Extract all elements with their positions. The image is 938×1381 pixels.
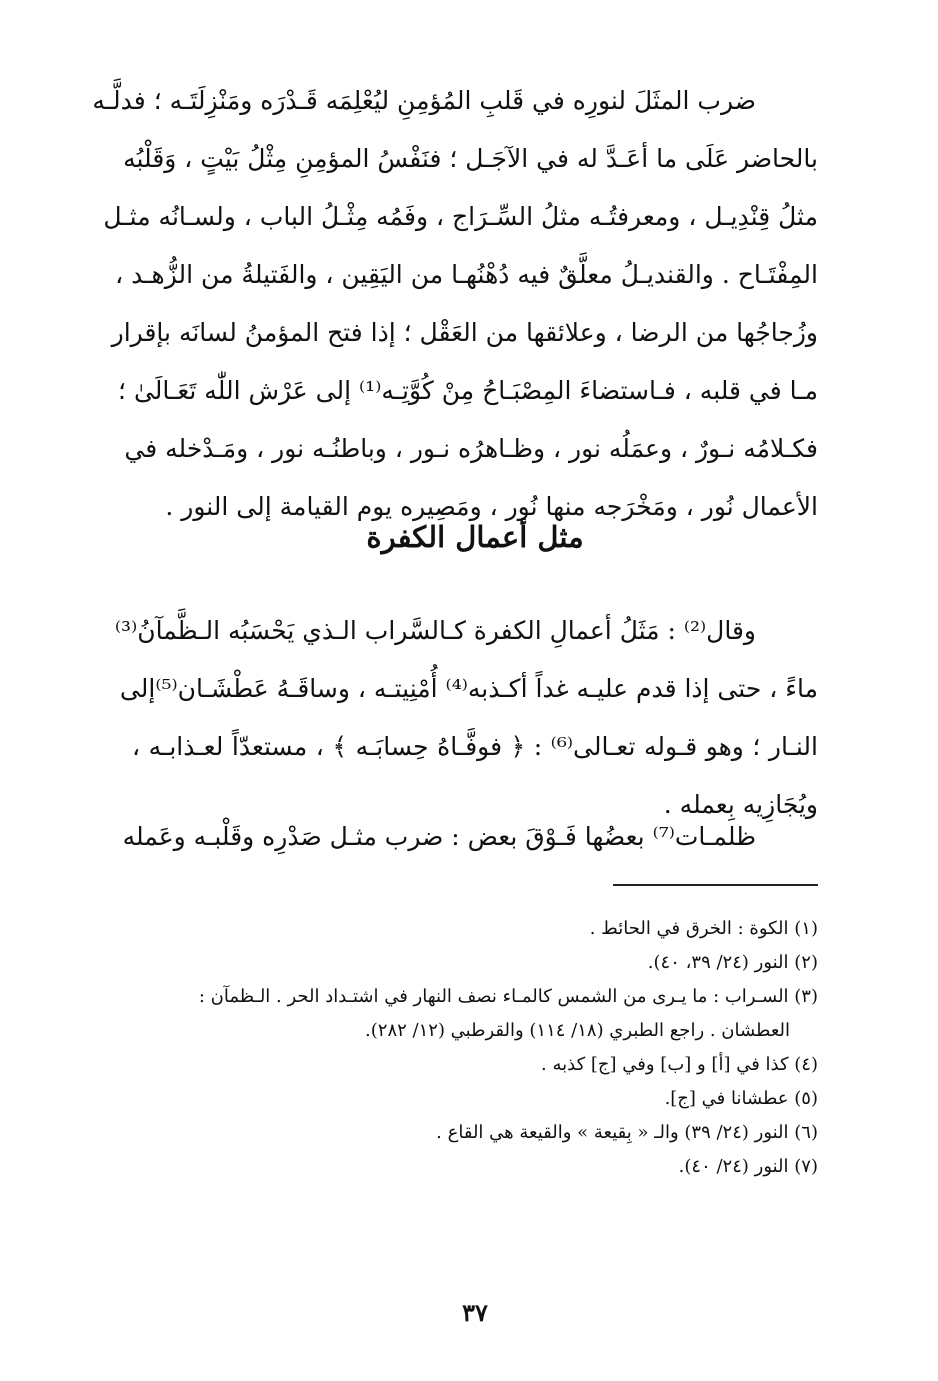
footnote-separator — [613, 884, 818, 886]
footnote: (٥) عطشانا في [ج]. — [664, 1088, 818, 1109]
text-line: الأعمال نُور ، ومَخْرَجه منها نُور ، ومَصِيره يوم القيامة إلى النور . — [165, 492, 818, 521]
section-heading: مثل أعمال الكفرة — [366, 520, 584, 554]
paragraph-darkness — [122, 808, 818, 866]
text-line: ويُجَازِيه بِعمله . — [663, 790, 818, 819]
footnote-continuation: العطشان . راجع الطبري (١٨/ ١١٤) والقرطبي (١٢/ ٢٨٢). — [365, 1020, 790, 1041]
text-line: ماءً ، حتى إذا قدم عليـه غداً أكـذبه⁽⁴⁾ أُمْنِيتـه ، وساقَـهُ عَطْشَـان⁽⁵⁾إلى — [119, 674, 818, 703]
footnote: (٧) النور (٢٤/ ٤٠). — [678, 1156, 818, 1177]
paragraph-light-parable — [92, 72, 818, 536]
footnote: (٤) كذا في [أ] و [ب] وفي [ج] كذبه . — [541, 1054, 818, 1075]
paragraph-disbelievers-deeds — [114, 602, 818, 834]
text-line: مـا في قلبه ، فـاستضاءَ المِصْبَـاحُ مِنْ كُوَّتِـه⁽¹⁾ إلى عَرْش اللّٰه تَعَـالَىٰ ؛ — [118, 376, 818, 405]
text-line: المِفْتَـاح . والقنديـلُ معلَّقٌ فيه دُهْنُهـا من اليَقِين ، والفَتيلةُ من الزُّهـد ، — [115, 260, 818, 289]
footnotes — [132, 912, 818, 1184]
text-line: ظلمـات⁽⁷⁾ بعضُها فَـوْقَ بعض : ضرب مثـل صَدْرِه وقَلْبـه وعَمله — [122, 822, 756, 851]
page-number: ٣٧ — [462, 1298, 488, 1327]
text-line: مثلُ قِنْدِيـل ، ومعرفتُـه مثلُ السِّـرَاج ، وفَمُه مِثْـلُ الباب ، ولسـانُه مثـل — [103, 202, 818, 231]
footnote: (٣) السـراب : ما يـرى من الشمس كالمـاء نصف النهار في اشتـداد الحر . الـظمآن : — [198, 986, 818, 1007]
text-line: وزُجاجُها من الرضا ، وعلائقها من العَقْل ؛ إذا فتح المؤمنُ لسانَه بإقرار — [111, 318, 818, 347]
text-line: النـار ؛ وهو قـوله تعـالى⁽⁶⁾ : ﴿ فوفَّـاهُ حِسابَـه ﴾ ، مستعدّاً لعـذابـه ، — [132, 732, 818, 761]
book-page — [92, 72, 818, 1327]
text-line: بالحاضر عَلَى ما أعَـدَّ له في الآجَـل ؛ فنَفْسُ المؤمِنِ مِثْلُ بَيْتٍ ، وَقَلْبُه — [123, 144, 818, 173]
footnote: (١) الكوة : الخرق في الحائط . — [589, 918, 818, 939]
text-line: فكـلامُه نـورٌ ، وعمَلُه نور ، وظـاهرُه نـور ، وباطنُـه نور ، ومَـدْخله في — [124, 434, 818, 463]
text-line: ضرب المثَلَ لنورِه في قَلبِ المُؤمِنِ ليُعْلِمَه قَـدْرَه ومَنْزِلَتَـه ؛ فدلَّـه — [92, 86, 756, 115]
footnote: (٦) النور (٢٤/ ٣٩) والـ « بِقيعة » والقيعة هي القاع . — [436, 1122, 818, 1143]
text-line: وقال⁽²⁾ : مَثَلُ أعمالِ الكفرة كـالسَّراب الـذي يَحْسَبُه الـظَّمآنُ⁽³⁾ — [114, 616, 756, 645]
footnote: (٢) النور (٢٤/ ٣٩، ٤٠). — [647, 952, 818, 973]
